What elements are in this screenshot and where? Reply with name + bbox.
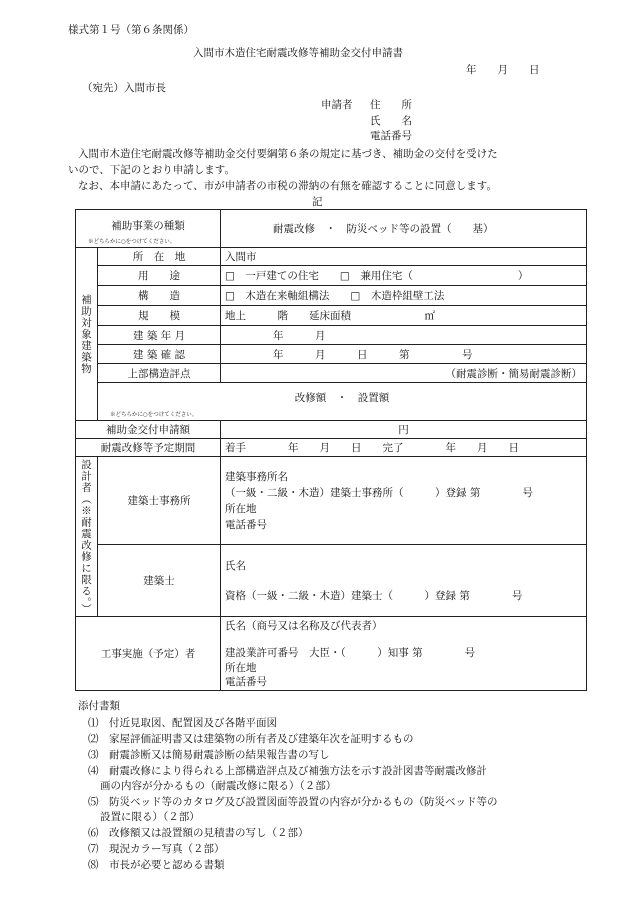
upper-eval-value: （耐震診断・簡易耐震診断） [221,364,587,383]
architect-row [76,545,587,617]
attachment-item-continued: 画の内容が分かるもの（耐震改修に限る）（２部） [100,780,337,792]
contractor-address-line: 所在地 [225,661,257,674]
cost-label: 改修額 ・ 設置額 [294,392,390,404]
usage-value: □ 一戸建ての住宅 □ 兼用住宅（ ） [221,266,587,286]
scale-label: 規 模 [98,306,221,326]
subsidy-row [76,421,587,439]
form-number: 様式第１号（第６条関係） [68,24,194,36]
attachment-item: ⑶ 耐震診断又は簡易耐震診断の結果報告書の写し [88,749,330,761]
architect-label: 建築士 [98,545,221,617]
confirm-row [76,345,587,364]
cost-row [76,383,587,421]
building-group-label: 補助対象建築物 [76,248,98,421]
office-name-line: 建築事務所名 [225,470,288,483]
contractor-license-line: 建設業許可番号 大臣・（ ）知事 第 号 [225,646,476,659]
designer-group-label: 設計者（※耐震改修に限る。） [76,457,98,617]
circle-note-2: ※どちらかに○をつけてください。 [110,412,198,418]
applicant-label: 申請者 [321,99,353,111]
addressee: （宛先）入間市長 [82,82,166,94]
period-row [76,439,587,457]
built-label: 建 築 年 月 [98,326,221,345]
contractor-phone-line: 電話番号 [225,675,267,688]
location-row [76,248,587,266]
attachment-item: ⑷ 耐震改修により得られる上部構造評点及び補強方法を示す設計図書等耐震改修計 [88,765,487,777]
attachment-item: ⑴ 付近見取図、配置図及び各階平面図 [88,717,277,729]
scale-row [76,306,587,326]
office-address-line: 所在地 [225,502,257,515]
office-details [221,457,587,545]
ki-label: 記 [312,196,323,208]
applicant-name-label: 氏 名 [370,115,412,127]
attachment-item-continued: 設置に限る）（２部） [100,811,200,823]
business-type-label: 補助事業の種類 [111,220,185,232]
office-registration-line: （一級・二級・木造）建築士事務所（ ）登録 第 号 [225,486,533,499]
business-type-value: 耐震改修 ・ 防災ベッド等の設置（ 基） [221,210,587,248]
confirm-value: 年 月 日 第 号 [221,345,587,364]
built-value: 年 月 [221,326,587,345]
attachment-item: ⑸ 防災ベッド等のカタログ及び設置図面等設置の内容が分かるもの（防災ベッド等の [88,796,498,808]
body-text-line1: 入間市木造住宅耐震改修等補助金交付要綱第６条の規定に基づき、補助金の交付を受けた [78,148,498,160]
architect-details [221,545,587,617]
applicant-address-label: 住 所 [370,99,412,111]
body-text-line3: なお、本申請にあたって、市が申請者の市税の滞納の有無を確認することに同意します。 [78,180,497,192]
subsidy-label: 補助金交付申請額 [76,421,221,439]
contractor-label: 工事実施（予定）者 [76,617,221,691]
structure-value: □ 木造在来軸組構法 □ 木造枠組壁工法 [221,286,587,306]
upper-eval-label: 上部構造評点 [98,364,221,383]
architect-qualification-line: 資格（一級・二級・木造）建築士（ ）登録 第 号 [225,589,523,602]
office-phone-line: 電話番号 [225,518,267,531]
page-title: 入間市木造住宅耐震改修等補助金交付申請書 [193,47,403,59]
contractor-row [76,617,587,691]
usage-row [76,266,587,286]
structure-row [76,286,587,306]
attachment-item: ⑹ 改修額又は設置額の見積書の写し（２部） [88,827,309,839]
location-label: 所 在 地 [98,248,221,266]
cost-cell [98,383,587,421]
usage-label: 用 途 [98,266,221,286]
confirm-label: 建 築 確 認 [98,345,221,364]
contractor-name-line: 氏名（商号又は名称及び代表者） [225,619,383,632]
upper-eval-row [76,364,587,383]
business-type-row [76,210,587,248]
attachment-item: ⑻ 市長が必要と認める書類 [88,859,225,871]
scale-value: 地上 階 延床面積 ㎡ [221,306,587,326]
office-label: 建築士事務所 [98,457,221,545]
attachments-heading: 添付書類 [78,700,120,712]
structure-label: 構 造 [98,286,221,306]
date-line: 年 月 日 [466,64,540,76]
applicant-phone-label: 電話番号 [370,130,412,142]
business-type-cell [76,210,221,248]
built-row [76,326,587,345]
attachment-item: ⑺ 現況カラー写真（２部） [88,843,225,855]
office-row [76,457,587,545]
subsidy-value: 円 [221,421,587,439]
circle-note: ※どちらかに○をつけてください。 [88,239,176,245]
attachment-item: ⑵ 家屋評価証明書又は建築物の所有者及び建築年次を証明するもの [88,733,414,745]
architect-name-line: 氏名 [225,559,246,572]
period-label: 耐震改修等予定期間 [76,439,221,457]
application-table [75,209,587,691]
contractor-details [221,617,587,691]
period-value: 着手 年 月 日 完了 年 月 日 [221,439,587,457]
body-text-line2: いので、下記のとおり申請します。 [68,164,235,176]
location-value: 入間市 [221,248,587,266]
